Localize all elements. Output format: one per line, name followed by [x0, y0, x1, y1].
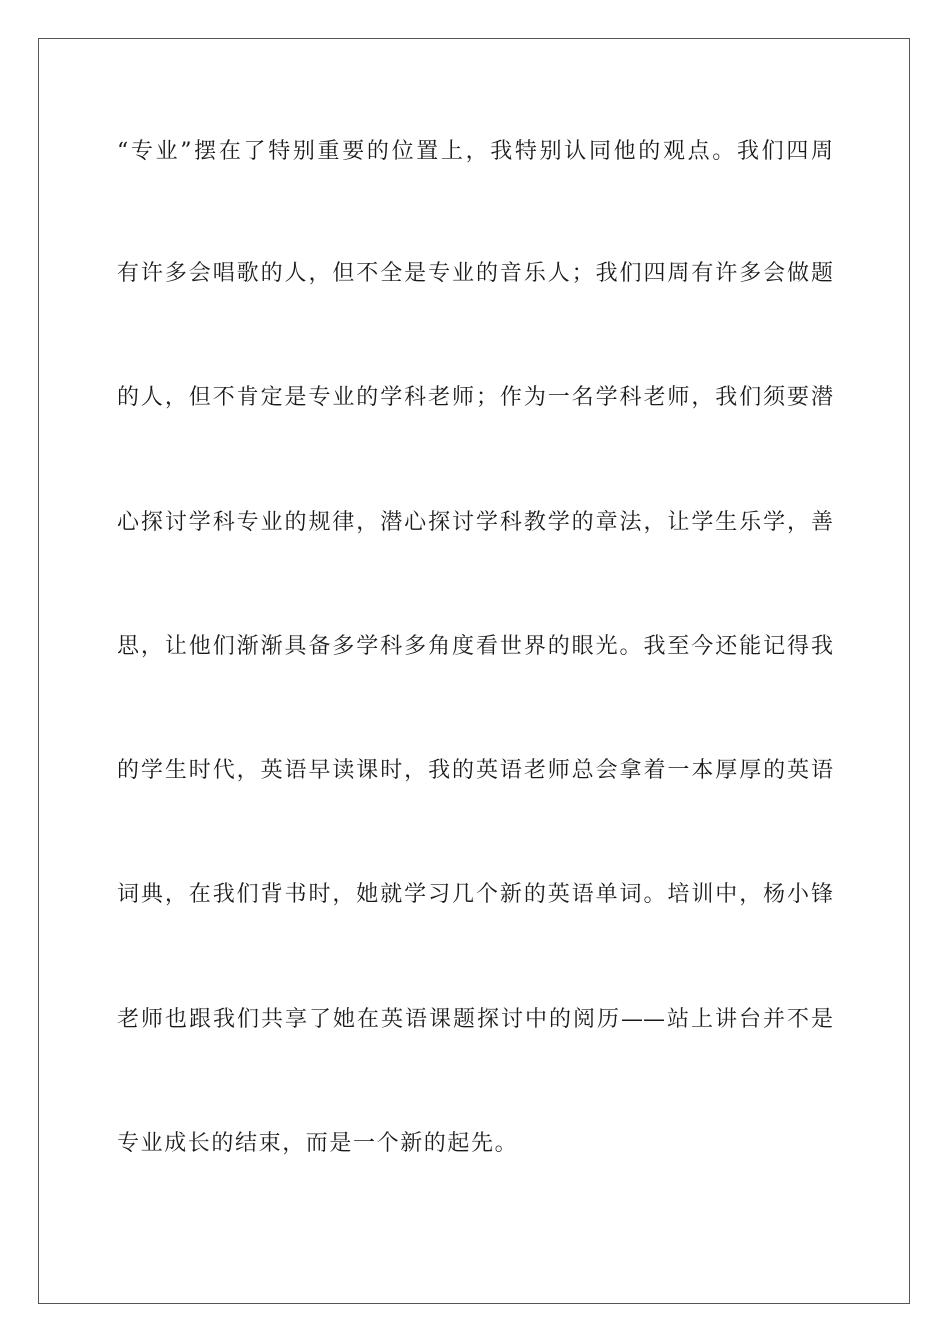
- paragraph-line-2: 有许多会唱歌的人，但不全是专业的音乐人；我们四周有许多会做题: [117, 261, 833, 286]
- paragraph-line-8: 老师也跟我们共享了她在英语课题探讨中的阅历——站上讲台并不是: [117, 1007, 833, 1032]
- paragraph-line-5: 思，让他们渐渐具备多学科多角度看世界的眼光。我至今还能记得我: [117, 634, 833, 659]
- paragraph-line-1: “专业”摆在了特别重要的位置上，我特别认同他的观点。我们四周: [117, 139, 833, 164]
- paragraph-line-7: 词典，在我们背书时，她就学习几个新的英语单词。培训中，杨小锋: [117, 882, 833, 907]
- paragraph-line-4: 心探讨学科专业的规律，潜心探讨学科教学的章法，让学生乐学，善: [117, 510, 833, 535]
- paragraph-line-3: 的人，但不肯定是专业的学科老师；作为一名学科老师，我们须要潜: [117, 385, 833, 410]
- paragraph-line-6: 的学生时代，英语早读课时，我的英语老师总会拿着一本厚厚的英语: [117, 758, 833, 783]
- paragraph-line-9: 专业成长的结束，而是一个新的起先。: [117, 1131, 519, 1156]
- page-border: [38, 38, 910, 1304]
